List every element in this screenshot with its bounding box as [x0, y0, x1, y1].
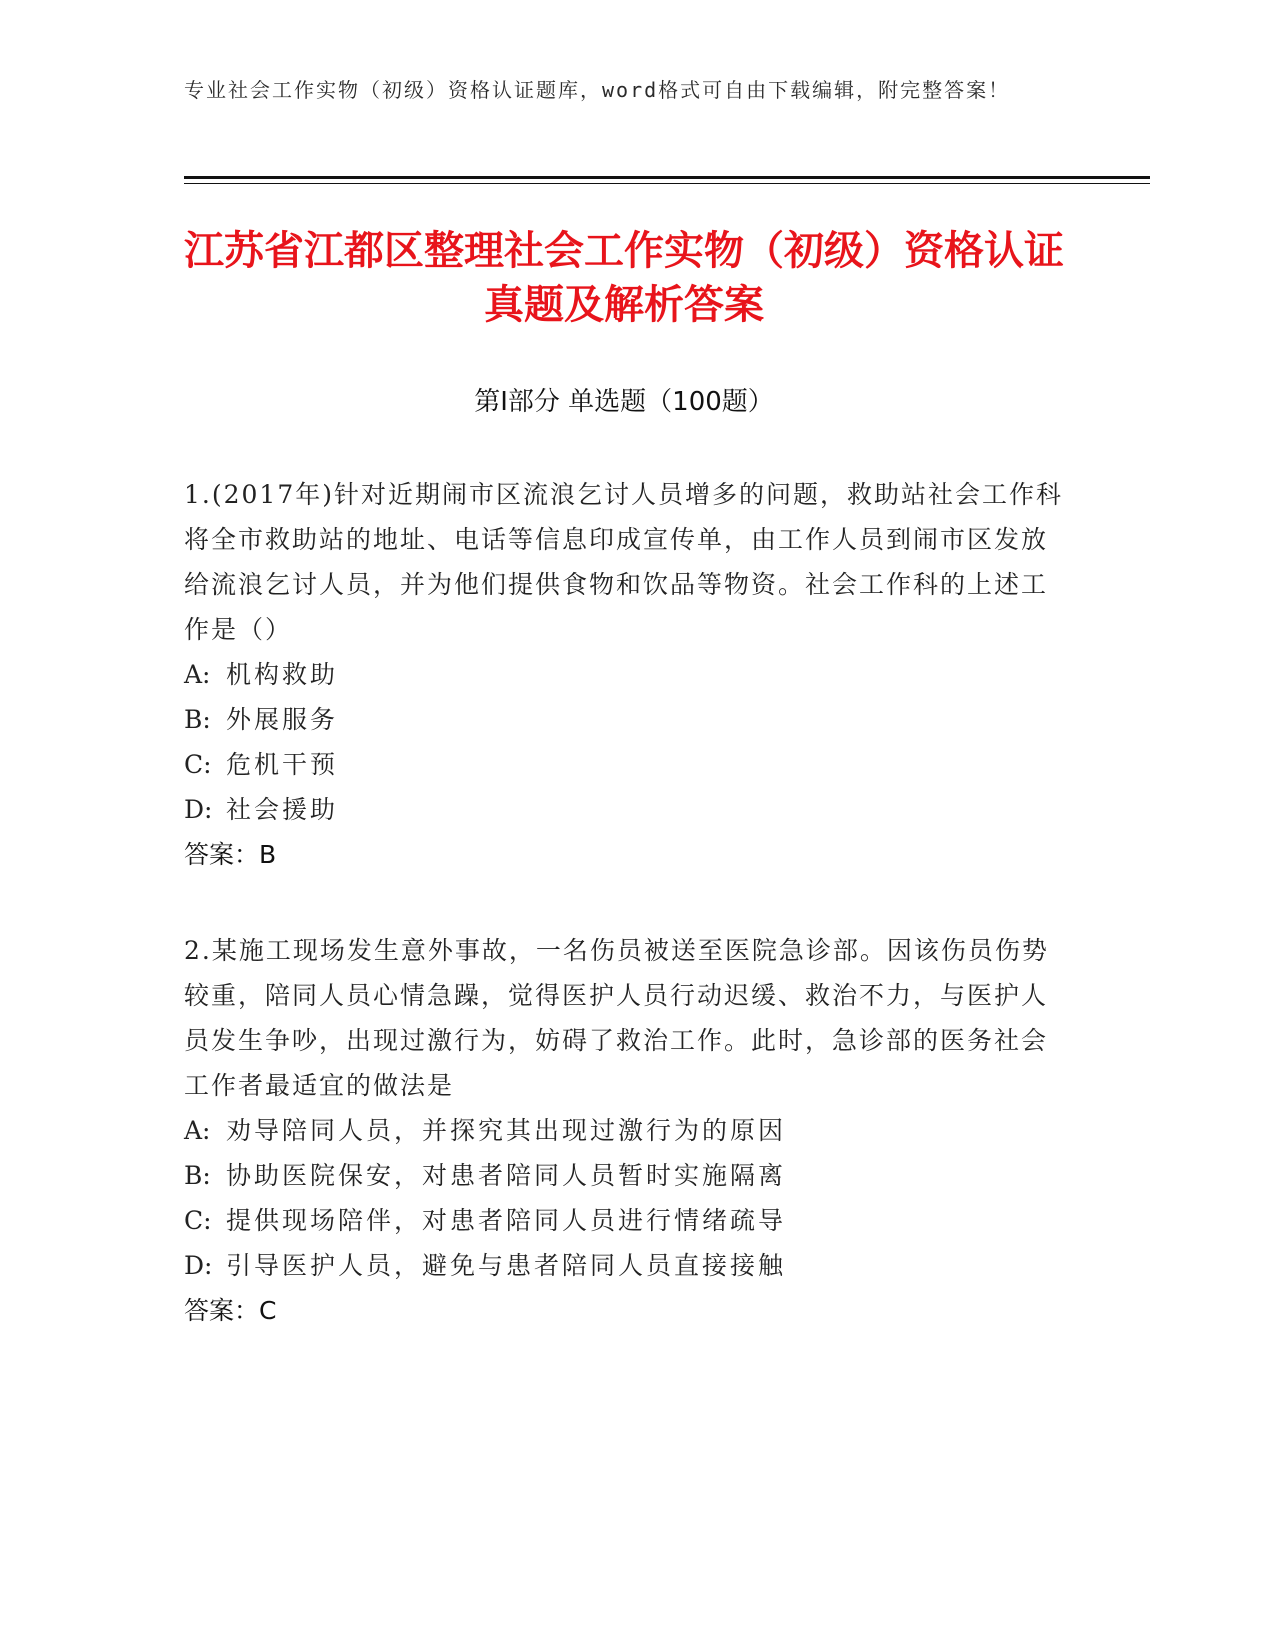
header-rule-thick: [184, 176, 1150, 179]
option-key: C:: [184, 1206, 212, 1235]
option-a: [184, 652, 1064, 697]
answer: 答案：B: [184, 840, 277, 869]
option-text: 危机干预: [226, 750, 339, 779]
question-stem: 1.(2017年)针对近期闹市区流浪乞讨人员增多的问题，救助站社会工作科将全市救助站的地址、电话等信息印成宣传单，由工作人员到闹市区发放给流浪乞讨人员，并为他们提供食物和饮品等物资。社会工作科的上述工作是（）: [184, 480, 1063, 644]
section-heading: 第Ⅰ部分 单选题（100题）: [474, 387, 774, 417]
document-title: 江苏省江都区整理社会工作实物（初级）资格认证真题及解析答案: [184, 228, 1064, 328]
option-text: 外展服务: [226, 705, 339, 734]
option-c: [184, 1198, 1064, 1243]
option-a: [184, 1108, 1064, 1153]
option-b: [184, 1153, 1064, 1198]
header-note: 专业社会工作实物（初级）资格认证题库，word格式可自由下载编辑，附完整答案！: [184, 78, 1011, 102]
question-1: [184, 472, 1064, 877]
option-b: [184, 697, 1064, 742]
option-key: D:: [184, 1251, 213, 1280]
option-c: [184, 742, 1064, 787]
option-text: 社会援助: [226, 795, 339, 824]
option-key: A:: [184, 1116, 211, 1145]
option-key: C:: [184, 750, 212, 779]
option-text: 协助医院保安，对患者陪同人员暂时实施隔离: [226, 1161, 787, 1190]
option-key: D:: [184, 795, 213, 824]
question-stem: 2.某施工现场发生意外事故，一名伤员被送至医院急诊部。因该伤员伤势较重，陪同人员心情急躁，觉得医护人员行动迟缓、救治不力，与医护人员发生争吵，出现过激行为，妨碍了救治工作。此时，急诊部的医务社会工作者最适宜的做法是: [184, 936, 1049, 1100]
question-2: [184, 928, 1064, 1333]
option-text: 机构救助: [226, 660, 339, 689]
header-rule-thin: [184, 183, 1150, 184]
answer: 答案：C: [184, 1296, 277, 1325]
option-d: [184, 787, 1064, 832]
option-text: 劝导陪同人员，并探究其出现过激行为的原因: [226, 1116, 787, 1145]
option-d: [184, 1243, 1064, 1288]
option-key: B:: [184, 705, 211, 734]
option-key: A:: [184, 660, 211, 689]
option-text: 提供现场陪伴，对患者陪同人员进行情绪疏导: [226, 1206, 787, 1235]
option-key: B:: [184, 1161, 211, 1190]
option-text: 引导医护人员，避免与患者陪同人员直接接触: [226, 1251, 787, 1280]
